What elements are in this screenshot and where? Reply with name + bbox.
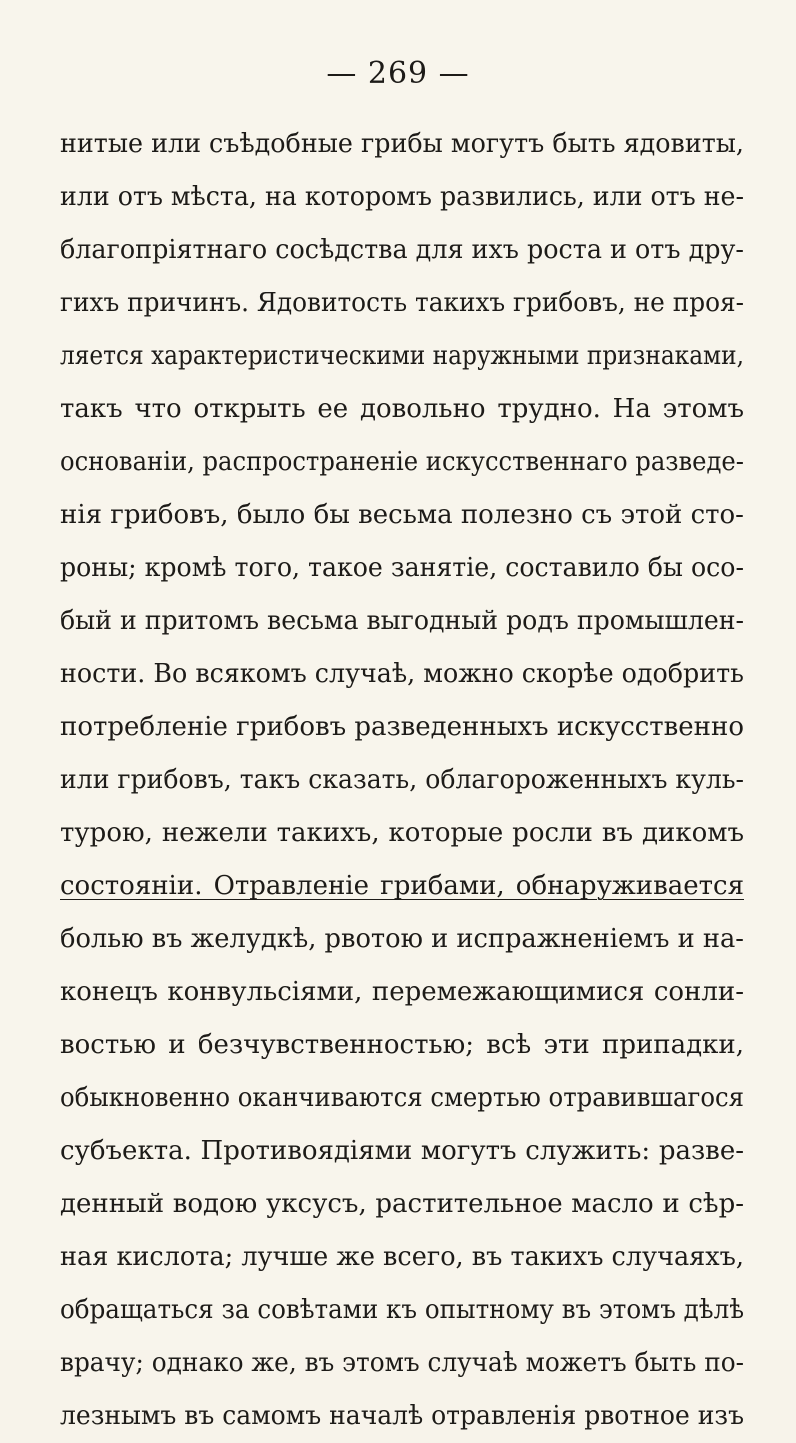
text-line: обыкновенно оканчиваются смертью отравившагося [60,1083,744,1113]
text-line: обращаться за совѣтами къ опытному въ этомъ дѣлѣ [60,1295,745,1325]
text-line: нитые или съѣдобные грибы могутъ быть ядовиты, [60,129,745,159]
text-line: гихъ причинъ. Ядовитость такихъ грибовъ, не проя- [60,288,744,318]
text-line: такъ что открыть ее довольно трудно. На этомъ [60,394,744,424]
text-line: ности. Во всякомъ случаѣ, можно скорѣе одобрить [60,659,744,689]
text-line: турою, нежели такихъ, которые росли въ дикомъ [60,818,744,848]
text-line: бый и притомъ весьма выгодный родъ промышлен- [60,606,745,636]
page-number: — 269 — [326,56,470,91]
text-line: конецъ конвульсіями, перемежающимися сонли- [60,977,744,1007]
text-line: востью и безчувственностью; всѣ эти припадки, [60,1030,744,1060]
text-line: ная кислота; лучше же всего, въ такихъ случаяхъ, [60,1242,745,1272]
text-line: благопріятнаго сосѣдства для ихъ роста и отъ дру- [60,235,744,265]
text-line: субъекта. Противоядіями могутъ служить: разве- [60,1136,744,1166]
text-line: потребленіе грибовъ разведенныхъ искусственно [60,712,744,742]
text-line: основаніи, распространеніе искусственнаго разведе- [60,447,744,477]
text-line: или грибовъ, такъ сказать, облагороженныхъ куль- [60,765,745,795]
text-line-underlined: состояніи. Отравленіе грибами, обнаруживается [60,871,744,901]
text-line: болью въ желудкѣ, рвотою и испражненіемъ и на- [60,924,744,954]
text-line: роны; кромѣ того, такое занятіе, составило бы осо- [60,553,744,583]
text-line: ляется характеристическими наружными признаками, [60,341,745,371]
text-line: денный водою уксусъ, растительное масло и сѣр- [60,1189,744,1219]
body-text [60,118,744,1443]
text-line: нія грибовъ, было бы весьма полезно съ этой сто- [60,500,744,530]
text-line: или отъ мѣста, на которомъ развились, или отъ не- [60,182,744,212]
text-line: лезнымъ въ самомъ началѣ отравленія рвотное изъ [60,1401,745,1431]
text-line: врачу; однако же, въ этомъ случаѣ можетъ быть по- [60,1348,744,1378]
